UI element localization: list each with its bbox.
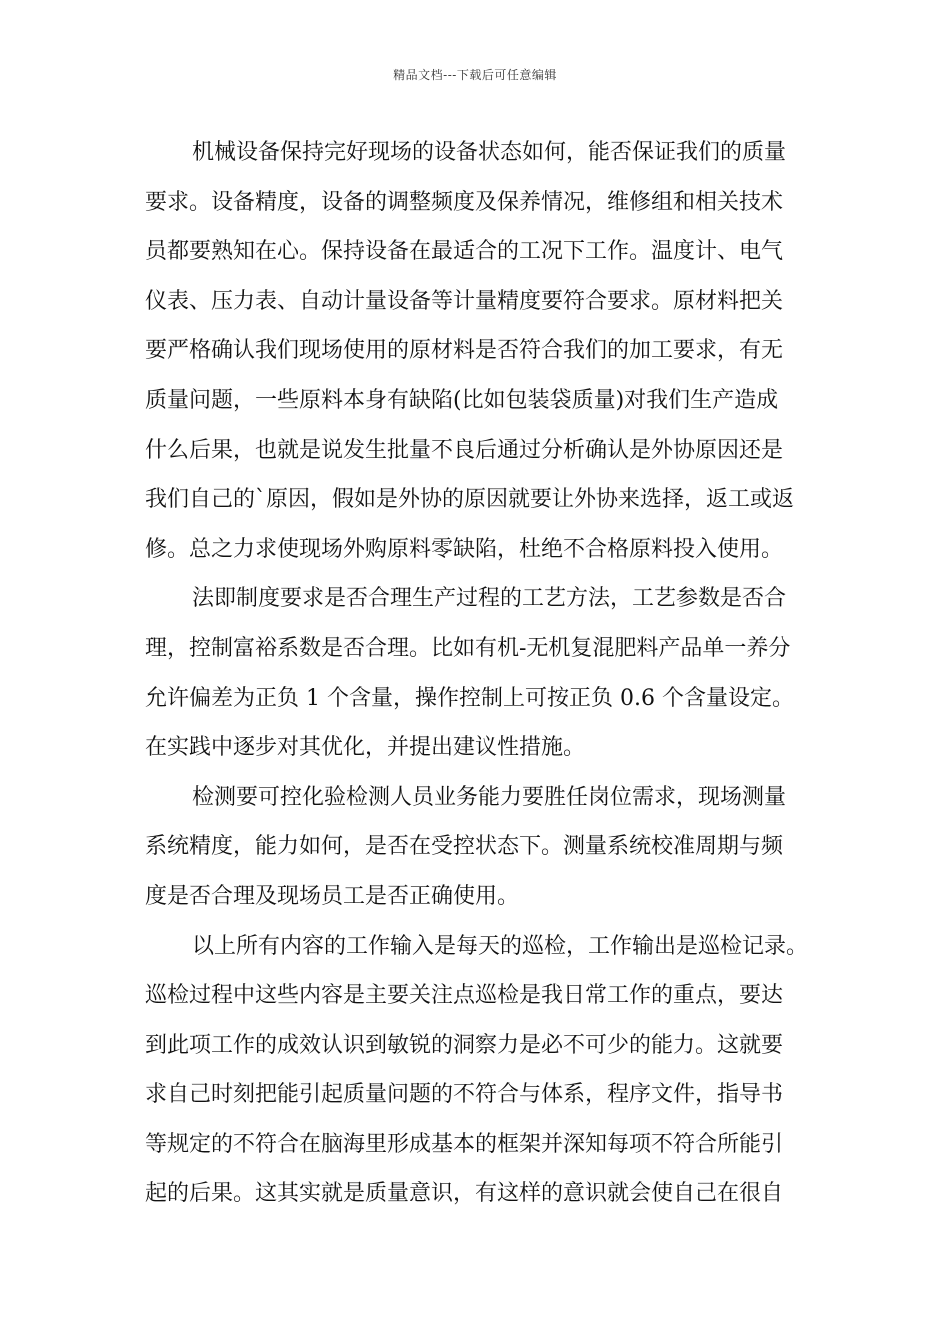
paragraph-line: 检测要可控化验检测人员业务能力要胜任岗位需求，现场测量	[192, 784, 787, 810]
paragraph-line: 要严格确认我们现场使用的原材料是否符合我们的加工要求，有无	[145, 338, 784, 364]
paragraph-line: 什么后果，也就是说发生批量不良后通过分析确认是外协原因还是	[145, 437, 784, 463]
paragraph-line: 系统精度，能力如何，是否在受控状态下。测量系统校准周期与频	[145, 834, 784, 860]
paragraph-line: 巡检过程中这些内容是主要关注点巡检是我日常工作的重点，要达	[145, 983, 784, 1009]
paragraph-line: 以上所有内容的工作输入是每天的巡检，工作输出是巡检记录。	[192, 933, 809, 959]
paragraph-line: 起的后果。这其实就是质量意识，有这样的意识就会使自己在很自	[145, 1181, 784, 1207]
paragraph-line: 度是否合理及现场员工是否正确使用。	[145, 883, 520, 909]
paragraph-line: 质量问题，一些原料本身有缺陷(比如包装袋质量)对我们生产造成	[145, 387, 779, 413]
paragraph-line: 理，控制富裕系数是否合理。比如有机-无机复混肥料产品单一养分	[145, 635, 791, 661]
paragraph-line: 修。总之力求使现场外购原料零缺陷，杜绝不合格原料投入使用。	[145, 536, 784, 562]
paragraph-line: 到此项工作的成效认识到敏锐的洞察力是必不可少的能力。这就要	[145, 1032, 784, 1058]
paragraph-line: 我们自己的`原因，假如是外协的原因就要让外协来选择，返工或返	[145, 487, 795, 513]
paragraph-line: 法即制度要求是否合理生产过程的工艺方法，工艺参数是否合	[192, 586, 787, 612]
paragraph-line: 仪表、压力表、自动计量设备等计量精度要符合要求。原材料把关	[145, 288, 784, 314]
paragraph-line: 等规定的不符合在脑海里形成基本的框架并深知每项不符合所能引	[145, 1131, 784, 1157]
paragraph-line: 员都要熟知在心。保持设备在最适合的工况下工作。温度计、电气	[145, 239, 784, 265]
paragraph-line: 机械设备保持完好现场的设备状态如何，能否保证我们的质量	[192, 140, 787, 165]
paragraph-line: 要求。设备精度，设备的调整频度及保养情况，维修组和相关技术	[145, 189, 784, 215]
body-text	[145, 128, 810, 1219]
paragraph-line: 在实践中逐步对其优化，并提出建议性措施。	[145, 735, 586, 761]
paragraph-line: 允许偏差为正负 1 个含量，操作控制上可按正负 0.6 个含量设定。	[145, 685, 794, 711]
paragraph-line: 求自己时刻把能引起质量问题的不符合与体系，程序文件，指导书	[145, 1082, 784, 1108]
page-header: 精品文档---下载后可任意编辑	[393, 68, 557, 82]
